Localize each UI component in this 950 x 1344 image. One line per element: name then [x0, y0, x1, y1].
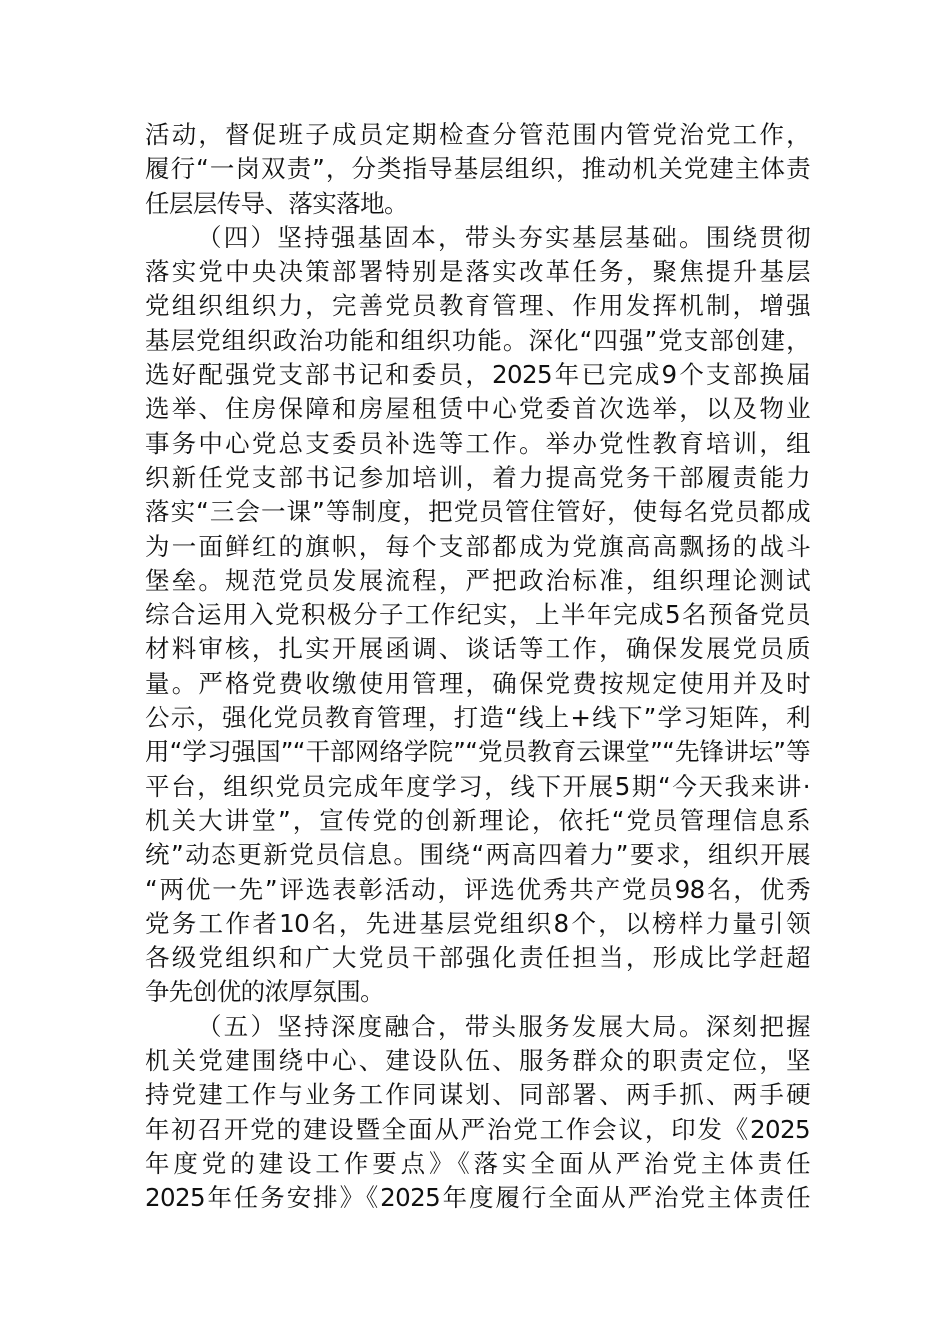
text-line: 履行“一岗双责”，分类指导基层组织，推动机关党建主体责 [145, 154, 810, 184]
text-line: 综合运用入党积极分子工作纪实，上半年完成5名预备党员 [145, 600, 810, 630]
paragraph-section-5 [145, 1010, 810, 1216]
text-line: 年度党的建设工作要点》《落实全面从严治党主体责任 [145, 1148, 810, 1178]
text-line: 党务工作者10名，先进基层党组织8个，以榜样力量引领 [145, 908, 810, 938]
text-line: 基层党组织政治功能和组织功能。深化“四强”党支部创建， [145, 325, 810, 355]
text-line: 2025年任务安排》《2025年度履行全面从严治党主体责任 [145, 1183, 810, 1213]
text-line: 落实党中央决策部署特别是落实改革任务，聚焦提升基层 [145, 257, 810, 287]
section-heading-line: （四）坚持强基固本，带头夯实基层基础。围绕贯彻 [197, 222, 810, 252]
text-line: 为一面鲜红的旗帜，每个支部都成为党旗高高飘扬的战斗 [145, 531, 810, 561]
paragraph-continued [145, 118, 810, 221]
text-line: 平台，组织党员完成年度学习，线下开展5期“今天我来讲· [145, 771, 810, 801]
text-line: 机关大讲堂”，宣传党的创新理论，依托“党员管理信息系 [145, 805, 810, 835]
text-line: 材料审核，扎实开展函调、谈话等工作，确保发展党员质 [145, 634, 810, 664]
text-line: 公示，强化党员教育管理，打造“线上+线下”学习矩阵，利 [145, 703, 810, 733]
text-line: “两优一先”评选表彰活动，评选优秀共产党员98名，优秀 [145, 874, 810, 904]
text-line: 持党建工作与业务工作同谋划、同部署、两手抓、两手硬 [145, 1080, 810, 1110]
text-line: 织新任党支部书记参加培训，着力提高党务干部履责能力 [145, 462, 810, 492]
text-line: 活动，督促班子成员定期检查分管范围内管党治党工作， [145, 120, 810, 149]
text-line: 年初召开党的建设暨全面从严治党工作会议，印发《2025 [145, 1114, 810, 1144]
text-line: 事务中心党总支委员补选等工作。举办党性教育培训，组 [145, 428, 810, 458]
text-line: 落实“三会一课”等制度，把党员管住管好，使每名党员都成 [145, 497, 810, 527]
text-line: 选举、住房保障和房屋租赁中心党委首次选举，以及物业 [145, 394, 810, 424]
text-line: 各级党组织和广大党员干部强化责任担当，形成比学赶超 [145, 943, 810, 973]
text-line: 统”动态更新党员信息。围绕“两高四着力”要求，组织开展 [145, 840, 810, 870]
text-line: 党组织组织力，完善党员教育管理、作用发挥机制，增强 [145, 291, 810, 321]
text-line: 争先创优的浓厚氛围。 [145, 977, 384, 1007]
section-heading-line: （五）坚持深度融合，带头服务发展大局。深刻把握 [197, 1011, 810, 1041]
document-page [145, 118, 810, 1216]
text-line: 选好配强党支部书记和委员，2025年已完成9个支部换届 [145, 360, 810, 390]
text-line: 机关党建围绕中心、建设队伍、服务群众的职责定位，坚 [145, 1046, 810, 1076]
text-line: 量。严格党费收缴使用管理，确保党费按规定使用并及时 [145, 668, 810, 698]
paragraph-section-4 [145, 221, 810, 1010]
text-line: 用“学习强国”“干部网络学院”“党员教育云课堂”“先锋讲坛”等 [145, 737, 810, 767]
text-line: 堡垒。规范党员发展流程，严把政治标准，组织理论测试 [145, 565, 810, 595]
text-line: 任层层传导、落实落地。 [145, 188, 408, 218]
